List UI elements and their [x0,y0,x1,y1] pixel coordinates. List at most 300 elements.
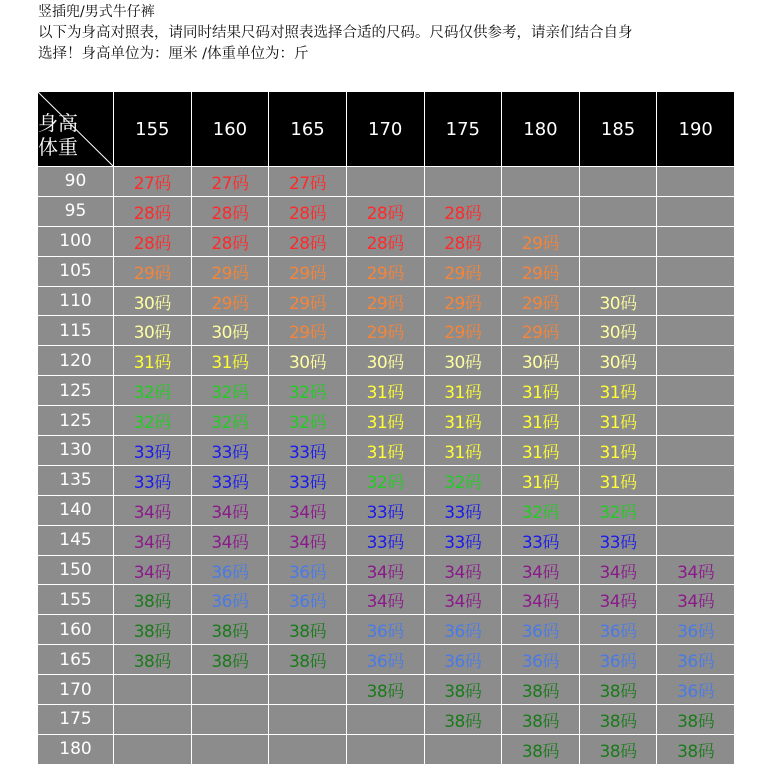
size-chart-table [37,91,735,765]
size-cell [657,436,735,466]
size-cell [579,734,657,764]
size-cell-label: 36码 [444,622,482,643]
size-cell-label: 29码 [211,293,249,314]
table-row [38,256,735,286]
size-cell-label: 38码 [599,682,637,703]
size-cell [502,645,580,675]
table-row [38,705,735,735]
weight-label: 115 [38,316,114,346]
size-cell-label: 32码 [133,383,171,404]
size-cell-label: 36码 [599,622,637,643]
table-row [38,436,735,466]
size-cell [657,286,735,316]
size-cell [579,286,657,316]
table-row [38,675,735,705]
size-cell-label: 34码 [133,532,171,553]
size-cell [424,167,502,197]
size-cell [191,585,269,615]
size-cell [114,436,192,466]
size-cell-label: 34码 [677,592,715,613]
size-cell [579,705,657,735]
size-cell-label: 31码 [444,442,482,463]
weight-label: 180 [38,734,114,764]
size-cell-label: 38码 [521,711,559,732]
size-cell-label: 30码 [521,353,559,374]
table-row [38,226,735,256]
weight-label: 170 [38,675,114,705]
size-cell-label: 32码 [288,413,327,434]
size-cell [346,734,424,764]
table-row [38,465,735,495]
size-cell [346,585,424,615]
size-cell-label: 34码 [521,592,559,613]
weight-label: 120 [38,346,114,376]
size-cell [114,196,192,226]
size-cell-label: 32码 [211,383,249,404]
size-cell-label: 34码 [133,562,171,583]
size-cell-label: 38码 [521,682,559,703]
size-cell-label: 38码 [677,711,715,732]
height-header-185: 185 [579,92,657,167]
size-cell [657,196,735,226]
size-cell-label: 36码 [444,652,482,673]
size-cell-label: 31码 [599,472,637,493]
size-cell [502,226,580,256]
size-cell-label: 32码 [599,502,637,523]
size-cell [657,705,735,735]
size-cell-label: 30码 [599,323,637,344]
size-cell [424,256,502,286]
size-cell-label: 30码 [133,323,171,344]
size-cell-label: 33码 [288,472,327,493]
size-cell [191,226,269,256]
size-cell-label: 38码 [599,711,637,732]
size-cell [657,615,735,645]
size-cell [114,645,192,675]
size-cell [657,316,735,346]
size-cell [579,406,657,436]
size-cell [191,495,269,525]
size-cell [269,585,347,615]
size-cell [657,346,735,376]
size-cell-label: 31码 [211,353,249,374]
size-cell [114,346,192,376]
size-cell-label: 33码 [211,472,249,493]
weight-label: 90 [38,167,114,197]
size-cell [424,734,502,764]
weight-label: 135 [38,465,114,495]
weight-axis-label: 体重 [38,135,78,159]
size-cell-label: 30码 [288,353,327,374]
size-cell [579,615,657,645]
size-cell [269,376,347,406]
instruction-line-2: 选择！身高单位为：厘米 /体重单位为：斤 [38,46,309,62]
size-cell [502,495,580,525]
size-cell [269,256,347,286]
size-cell [346,675,424,705]
size-cell [424,645,502,675]
weight-label: 110 [38,286,114,316]
size-cell [502,555,580,585]
size-cell [191,645,269,675]
table-row [38,734,735,764]
size-cell-label: 29码 [444,323,482,344]
size-cell-label: 30码 [366,353,404,374]
size-cell-label: 38码 [288,652,327,673]
size-cell-label: 33码 [133,442,171,463]
size-cell [269,226,347,256]
size-cell [191,196,269,226]
size-cell [191,436,269,466]
size-cell [579,436,657,466]
height-header-190: 190 [657,92,735,167]
size-cell-label: 31码 [366,383,404,404]
size-cell-label: 28码 [366,233,404,254]
size-cell-label: 28码 [133,233,171,254]
size-cell [269,196,347,226]
size-cell-label: 36码 [288,562,327,583]
height-header-165: 165 [269,92,347,167]
size-cell-label: 31码 [599,413,637,434]
size-cell-label: 31码 [599,383,637,404]
size-cell-label: 31码 [599,442,637,463]
size-cell [424,675,502,705]
size-cell-label: 38码 [366,682,404,703]
size-cell [502,346,580,376]
size-cell [114,615,192,645]
size-cell [191,167,269,197]
size-cell [346,256,424,286]
size-cell [269,525,347,555]
size-cell [346,555,424,585]
size-cell-label: 34码 [599,592,637,613]
size-cell [269,316,347,346]
table-row [38,376,735,406]
size-cell-label: 36码 [677,622,715,643]
size-cell [191,256,269,286]
size-cell-label: 28码 [133,203,171,224]
size-cell [269,167,347,197]
size-cell-label: 32码 [288,383,327,404]
size-cell-label: 36码 [521,652,559,673]
size-cell-label: 38码 [133,652,171,673]
product-title: 竖插兜/男式牛仔裤 [38,4,155,20]
size-cell-label: 38码 [133,592,171,613]
height-header-160: 160 [191,92,269,167]
size-cell-label: 34码 [677,562,715,583]
size-cell [346,525,424,555]
size-cell [579,376,657,406]
size-cell-label: 31码 [133,353,171,374]
size-cell [657,495,735,525]
size-cell-label: 36码 [677,652,715,673]
size-cell [424,495,502,525]
size-cell-label: 28码 [211,203,249,224]
size-cell [114,286,192,316]
size-cell-label: 33码 [521,532,559,553]
size-cell [502,376,580,406]
weight-label: 150 [38,555,114,585]
size-cell-label: 36码 [211,592,249,613]
size-cell [502,316,580,346]
size-cell [346,615,424,645]
table-row [38,286,735,316]
size-cell [269,346,347,376]
weight-label: 145 [38,525,114,555]
size-cell-label: 29码 [288,263,327,284]
size-cell-label: 31码 [366,442,404,463]
table-row [38,196,735,226]
size-cell-label: 29码 [366,323,404,344]
size-cell-label: 33码 [366,502,404,523]
size-cell-label: 34码 [521,562,559,583]
size-cell-label: 36码 [211,562,249,583]
size-cell-label: 32码 [133,413,171,434]
size-cell-label: 31码 [521,383,559,404]
size-cell-label: 29码 [521,323,559,344]
height-header-180: 180 [502,92,580,167]
table-row [38,346,735,376]
size-cell-label: 34码 [211,532,249,553]
size-cell-label: 30码 [599,353,637,374]
size-cell [269,675,347,705]
size-cell [502,615,580,645]
size-cell [502,734,580,764]
size-cell [191,286,269,316]
size-cell [579,555,657,585]
size-cell [579,525,657,555]
size-cell [269,705,347,735]
table-row [38,525,735,555]
size-cell [346,196,424,226]
size-cell-label: 29码 [444,263,482,284]
size-cell-label: 31码 [521,413,559,434]
size-cell [579,465,657,495]
size-cell [191,406,269,436]
size-cell-label: 29码 [521,293,559,314]
size-cell-label: 32码 [211,413,249,434]
size-cell [579,167,657,197]
size-cell [502,196,580,226]
size-cell [346,286,424,316]
size-cell-label: 33码 [288,442,327,463]
size-cell [191,555,269,585]
size-cell [579,196,657,226]
size-cell-label: 36码 [366,652,404,673]
size-cell [424,465,502,495]
size-cell [502,675,580,705]
weight-label: 105 [38,256,114,286]
size-cell [114,675,192,705]
size-cell-label: 28码 [366,203,404,224]
size-cell [114,316,192,346]
size-cell [502,256,580,286]
size-cell-label: 34码 [288,502,327,523]
size-cell-label: 36码 [599,652,637,673]
size-cell [114,465,192,495]
size-cell [346,376,424,406]
size-cell-label: 34码 [444,592,482,613]
size-cell [114,705,192,735]
size-cell-label: 36码 [677,682,715,703]
size-cell [191,734,269,764]
size-cell-label: 36码 [288,592,327,613]
size-cell-label: 30码 [133,293,171,314]
size-cell [269,615,347,645]
size-cell [657,376,735,406]
size-cell-label: 38码 [599,741,637,762]
size-cell [579,226,657,256]
size-cell [346,465,424,495]
size-cell [114,525,192,555]
size-cell-label: 34码 [444,562,482,583]
size-cell [269,645,347,675]
size-cell [269,555,347,585]
size-cell [269,465,347,495]
size-cell [191,316,269,346]
size-cell [346,645,424,675]
size-cell [657,525,735,555]
size-cell [424,286,502,316]
size-cell [657,167,735,197]
size-cell [346,226,424,256]
size-cell [424,316,502,346]
size-cell [269,286,347,316]
size-cell [191,465,269,495]
size-cell [579,495,657,525]
weight-label: 130 [38,436,114,466]
size-cell-label: 38码 [211,622,249,643]
size-cell [424,555,502,585]
size-cell [114,734,192,764]
size-cell-label: 30码 [211,323,249,344]
size-cell [424,525,502,555]
size-cell [424,226,502,256]
page-header [38,2,758,65]
size-cell-label: 33码 [366,532,404,553]
size-cell-label: 29码 [366,263,404,284]
size-cell [269,406,347,436]
weight-label: 155 [38,585,114,615]
size-cell [191,615,269,645]
size-cell-label: 27码 [211,173,249,194]
size-cell [114,376,192,406]
size-cell [114,406,192,436]
size-cell-label: 33码 [444,532,482,553]
size-cell-label: 32码 [366,472,404,493]
weight-label: 95 [38,196,114,226]
table-row [38,406,735,436]
size-cell-label: 29码 [133,263,171,284]
size-cell [346,346,424,376]
size-cell [657,645,735,675]
height-header-170: 170 [346,92,424,167]
size-cell [579,645,657,675]
size-cell [269,436,347,466]
size-cell-label: 29码 [444,293,482,314]
size-cell [346,316,424,346]
size-cell-label: 31码 [521,442,559,463]
height-header-row [38,92,735,167]
table-row [38,316,735,346]
size-cell-label: 31码 [444,413,482,434]
size-cell-label: 34码 [366,592,404,613]
size-cell [579,346,657,376]
size-cell-label: 30码 [444,353,482,374]
size-cell-label: 31码 [521,472,559,493]
height-axis-label: 身高 [38,111,78,135]
size-cell [657,256,735,286]
table-row [38,645,735,675]
size-cell [424,436,502,466]
size-cell [502,705,580,735]
size-cell [502,465,580,495]
size-cell [579,585,657,615]
size-cell-label: 38码 [677,741,715,762]
size-cell-label: 34码 [288,532,327,553]
size-cell-label: 38码 [133,622,171,643]
table-row [38,555,735,585]
size-cell [657,555,735,585]
height-header-175: 175 [424,92,502,167]
weight-label: 100 [38,226,114,256]
size-cell-label: 33码 [133,472,171,493]
size-cell-label: 28码 [211,233,249,254]
size-cell-label: 27码 [288,173,327,194]
size-cell [424,406,502,436]
height-header-155: 155 [114,92,192,167]
size-cell-label: 31码 [366,413,404,434]
size-cell-label: 32码 [521,502,559,523]
instruction-line-1: 以下为身高对照表，请同时结果尺码对照表选择合适的尺码。尺码仅供参考，请亲们结合自身 [38,25,633,41]
size-cell-label: 31码 [444,383,482,404]
size-cell-label: 27码 [133,173,171,194]
size-cell-label: 38码 [444,711,482,732]
size-cell [114,495,192,525]
weight-label: 160 [38,615,114,645]
size-cell-label: 34码 [599,562,637,583]
size-cell-label: 32码 [444,472,482,493]
size-cell-label: 28码 [444,203,482,224]
table-row [38,615,735,645]
size-cell [502,406,580,436]
size-cell-label: 29码 [521,263,559,284]
size-cell-label: 29码 [288,293,327,314]
size-cell [424,705,502,735]
size-cell [424,615,502,645]
size-cell [424,346,502,376]
size-cell [502,167,580,197]
size-cell-label: 38码 [521,741,559,762]
size-cell [114,555,192,585]
size-cell [114,167,192,197]
size-cell [424,196,502,226]
size-cell [191,675,269,705]
corner-header-cell [38,92,114,167]
size-cell [579,256,657,286]
size-table-body [38,167,735,765]
size-cell [191,525,269,555]
size-cell [657,734,735,764]
size-cell [657,675,735,705]
table-row [38,585,735,615]
size-cell [269,495,347,525]
size-cell [191,376,269,406]
size-cell [502,286,580,316]
weight-label: 165 [38,645,114,675]
size-cell [346,406,424,436]
table-row [38,495,735,525]
